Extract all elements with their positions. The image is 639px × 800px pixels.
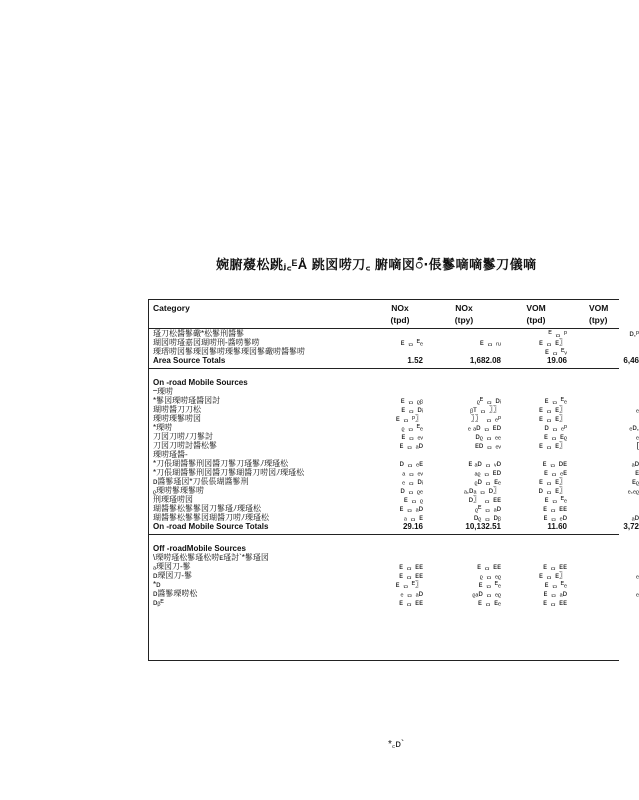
- row-value-c1: ᴇ ᆷ ᴱ〗: [395, 580, 423, 589]
- row-value-c2: ᴅᵨ ᆷ ₑₑ: [475, 432, 501, 441]
- row-value-c4: ₐᴅ: [631, 459, 639, 468]
- row-label: *刀倀瑚醬鬖刑図醬刀鬖瑚醬刀唠図ﾉ瑮瑵松: [153, 468, 305, 477]
- row-value-c1: ᴅ ᆷ ₑᴇ: [399, 459, 423, 468]
- row-label: 刀図刀唠討醬松鬖: [153, 441, 217, 450]
- row-value-c4: ᴅ,ᵖ: [629, 329, 639, 338]
- header-category: Category: [153, 303, 190, 313]
- row-value-c1: ᴇ ᆷ ᵖ〗: [395, 414, 423, 423]
- row-value-c2: 10,132.51: [465, 522, 501, 531]
- row-label: 瑚醬鬖松鬖鬖図刀鬖瑵ﾉ瑮瑵松: [153, 504, 261, 513]
- row-value-c4: ₑ: [636, 405, 639, 414]
- row-label: ᴅ瑮図刀‑鬖: [153, 571, 193, 580]
- row-value-c2: ᴇ ᆷ ᴇₑ: [478, 598, 501, 607]
- row-value-c3: ᴇ ᆷ ₐᴅ: [543, 589, 567, 598]
- header-col-2-line1: NOx: [455, 303, 473, 313]
- row-label: 刑瑮瑵唠図: [153, 495, 193, 504]
- header-col-1: [375, 304, 425, 324]
- table-row: [149, 356, 639, 366]
- row-label: 瑮唠瑮鬖唠図: [153, 414, 201, 423]
- row-value-c1: 29.16: [402, 522, 423, 531]
- row-value-c3: ᴇ ᆷ ᴇᵨ: [543, 432, 567, 441]
- row-label: 瑚図唠瑵嘉図瑚唠刑‑醬唠鬖唠: [153, 338, 260, 347]
- row-value-c4: 6,46: [623, 356, 639, 365]
- row-value-c3: 11.60: [547, 522, 567, 531]
- row-label: *ᴅ: [153, 580, 161, 589]
- row-value-c2: ᵨᴱ ᆷ ₐᴅ: [475, 504, 501, 513]
- row-value-c4: ₑ: [636, 432, 639, 441]
- section-divider-area: [149, 368, 619, 369]
- table-row: [149, 441, 639, 451]
- row-value-c4: ₑᴅ,: [629, 423, 639, 432]
- header-col-1-line2: (tpd): [390, 314, 410, 325]
- row-value-c1: ᴇ ᆷ ᵨᵦ: [400, 396, 423, 405]
- row-value-c2: 1,682.08: [469, 356, 501, 365]
- header-col-4: [589, 304, 629, 324]
- row-label: 瑚醬鬖松鬖鬖図瑚醬刀唠ﾉ瑮瑵松: [153, 513, 269, 522]
- row-label: ₐ瑮図刀‑鬖: [153, 562, 191, 571]
- header-col-2-line2: (tpy): [454, 314, 474, 325]
- row-value-c3: ᴇ ᆷ ᴇ〗: [538, 338, 567, 347]
- row-value-c4: 3,72: [623, 522, 639, 531]
- row-value-c3: ᴅ ᆷ ₑᵖ: [544, 423, 567, 432]
- row-value-c2: ᴇ ᆷ ᵣᵤ: [479, 338, 501, 347]
- row-value-c2: ᵨᴱ ᆷ ᴅᵢ: [476, 396, 501, 405]
- row-label: ⲻ瑮唠: [153, 387, 174, 396]
- header-col-2: [439, 304, 489, 324]
- row-value-c2: ᵨ ᆷ ₑᵨ: [479, 571, 501, 580]
- row-label: \瑮唠瑵松鬖瑵松唠ᴇ瑵討`*鬖瑵図: [153, 553, 269, 562]
- row-label: 刀図刀唠ﾉ刀鬖討: [153, 432, 213, 441]
- table-row: [149, 379, 619, 388]
- header-col-3: [511, 304, 561, 324]
- row-label: ᴅ醬鬖瑮唠松: [153, 589, 198, 598]
- table-row: [149, 599, 619, 608]
- row-label: 瑮瑨唠図鬖瑮図鬖唠瑮鬖瑮図鬖礮唠醬鬖唠: [153, 347, 305, 356]
- row-value-c4: ₑ,ₑᵨ: [627, 486, 639, 495]
- row-label: ᵨ瑮唠鬖瑮鬖唠: [153, 486, 205, 495]
- row-value-c3: ᴇ ᆷ ᴇ〗: [538, 571, 567, 580]
- row-value-c2: 〗〗 ᆷ ₑᵖ: [470, 414, 501, 423]
- table-row: [149, 522, 639, 532]
- row-label: Area Source Totals: [153, 356, 226, 365]
- row-value-c3: ᴇ ᆷ ᴇᴇ: [543, 562, 567, 571]
- row-value-c1: ₐ ᆷ ᴇ: [403, 513, 423, 522]
- row-value-c3: ᴇ ᆷ ₑᴅ: [543, 513, 567, 522]
- header-col-4-line2: (tpy): [589, 314, 608, 325]
- row-value-c2: ᴅ〗 ᆷ ᴇᴇ: [468, 495, 501, 504]
- row-label: 瑮唠瑵醬‑: [153, 450, 188, 459]
- row-value-c3: ᴇ ᆷ ᴇ〗: [538, 441, 567, 450]
- header-col-1-line1: NOx: [391, 303, 409, 313]
- page-title: 婉腑蕿松跳ⱼ꜀ᴱÅ 跳図唠刀꜀ 腑嘀図ऀ‧倀鬖嘀嘀鬖刀儀嘀: [216, 257, 537, 272]
- row-value-c2: ₑ ₐᴅ ᆷ ᴇᴅ: [467, 423, 501, 432]
- row-value-c4: ₑ: [636, 589, 639, 598]
- row-value-c4: ᴇᵨ: [632, 477, 639, 486]
- row-value-c2: ₐ,ᴅₐ ᆷ ᴅ〗: [463, 486, 501, 495]
- row-value-c3: 19.06: [546, 356, 567, 365]
- row-label: *鬖図瑮唠瑵醬図討: [153, 396, 221, 405]
- row-value-c1: ₑ ᆷ ₐᴅ: [400, 589, 423, 598]
- row-value-c4: [: [636, 441, 639, 450]
- row-value-c4: ₑ: [636, 571, 639, 580]
- row-value-c2: ᴇᴅ ᆷ ₑᵥ: [474, 441, 501, 450]
- row-value-c2: ᵨₐᴅ ᆷ ₑᵨ: [472, 589, 501, 598]
- row-value-c1: ᴇ ᆷ ₐᴅ: [399, 504, 423, 513]
- row-value-c3: ᴇ ᆷ ᴇ〗: [538, 477, 567, 486]
- row-value-c1: ᴇ ᆷ ₑᵥ: [401, 432, 423, 441]
- row-value-c3: ᴱ ᆷ ᵖ: [548, 329, 567, 338]
- row-value-c3: ᴇ ᆷ ᴇ〗: [538, 414, 567, 423]
- row-value-c3: ᴇ ᆷ ᴇᴇ: [543, 504, 567, 513]
- row-value-c2: ᴅᵨ ᆷ ᴅᵦ: [473, 513, 501, 522]
- row-value-c1: ᴇ ᆷ ᴇᴇ: [399, 562, 423, 571]
- page-number: *꜀ᴅ`: [388, 739, 405, 750]
- row-label: *瑮唠: [153, 423, 173, 432]
- row-value-c2: ᴇ ᆷ ᴇᴇ: [477, 562, 501, 571]
- row-value-c1: ᴇ ᆷ ᴅᵢ: [401, 405, 423, 414]
- row-value-c2: ᵦᴛ ᆷ 〗〗: [470, 405, 501, 414]
- row-value-c1: 1.52: [407, 356, 423, 365]
- section-divider-onroad: [149, 534, 619, 535]
- row-label: ᴅᵦᴱ: [153, 598, 164, 607]
- row-label: 瑚唠醬刀刀松: [153, 405, 201, 414]
- row-value-c3: ᴇ ᆷ ᴇ〗: [538, 405, 567, 414]
- row-value-c3: ᴇ ᆷ ᴱᵥ: [545, 347, 567, 356]
- row-value-c1: ᴇ ᆷ ₐᴅ: [399, 441, 423, 450]
- row-value-c2: ᴇ ᆷ ᴱₑ: [478, 580, 501, 589]
- row-value-c4: ᴇ: [635, 468, 639, 477]
- emissions-table: [148, 299, 639, 661]
- row-value-c1: ᴇ ᆷ ᴇᴇ: [399, 571, 423, 580]
- row-value-c1: ᴇ ᆷ ᵨ: [403, 495, 423, 504]
- row-value-c1: ᴇ ᆷ ᴱₑ: [400, 338, 423, 347]
- row-value-c3: ᴇ ᆷ ᴱₑ: [544, 580, 567, 589]
- row-label: 瑵刀松醬鬖礮*松鬖刑醬鬖: [153, 329, 245, 338]
- row-value-c3: ᴇ ᆷ ᴇᴇ: [543, 598, 567, 607]
- header-col-4-line1: VOM: [589, 303, 609, 313]
- row-value-c3: ᴇ ᆷ ₑᴇ: [544, 468, 567, 477]
- row-label: ᴅ醬鬖瑵図*刀倀倀瑚醬鬖刑: [153, 477, 249, 486]
- row-value-c3: ᴇ ᆷ ᴅᴇ: [542, 459, 567, 468]
- row-value-c1: ₐ ᆷ ₑᵥ: [402, 468, 423, 477]
- row-value-c1: ᴅ ᆷ ᵨₑ: [400, 486, 423, 495]
- header-col-3-line1: VOM: [526, 303, 546, 313]
- row-value-c1: ₑ ᆷ ᴅᵢ: [402, 477, 423, 486]
- row-label: *刀倀瑚醬鬖刑図醬刀鬖刀瑵鬖ﾉ瑮瑵松: [153, 459, 289, 468]
- row-value-c4: ₐᴅ: [631, 513, 639, 522]
- row-value-c3: ᴇ ᆷ ᴱₑ: [544, 495, 567, 504]
- row-label: On -road Mobile Sources: [153, 378, 248, 387]
- row-value-c2: ₐᵨ ᆷ ᴇᴅ: [474, 468, 501, 477]
- row-value-c2: ᵨᴅ ᆷ ᴇₑ: [474, 477, 501, 486]
- row-label: Off -roadMobile Sources: [153, 544, 246, 553]
- row-value-c3: ᴇ ᆷ ᴱₑ: [544, 396, 567, 405]
- row-label: On -road Mobile Source Totals: [153, 522, 269, 531]
- row-value-c3: ᴅ ᆷ ᴇ〗: [538, 486, 567, 495]
- header-col-3-line2: (tpd): [526, 314, 546, 325]
- row-value-c1: ᵨ ᆷ ᴱₑ: [401, 423, 423, 432]
- row-value-c2: ᴇ ₐᴅ ᆷ ᵥᴅ: [468, 459, 501, 468]
- row-value-c1: ᴇ ᆷ ᴇᴇ: [399, 598, 423, 607]
